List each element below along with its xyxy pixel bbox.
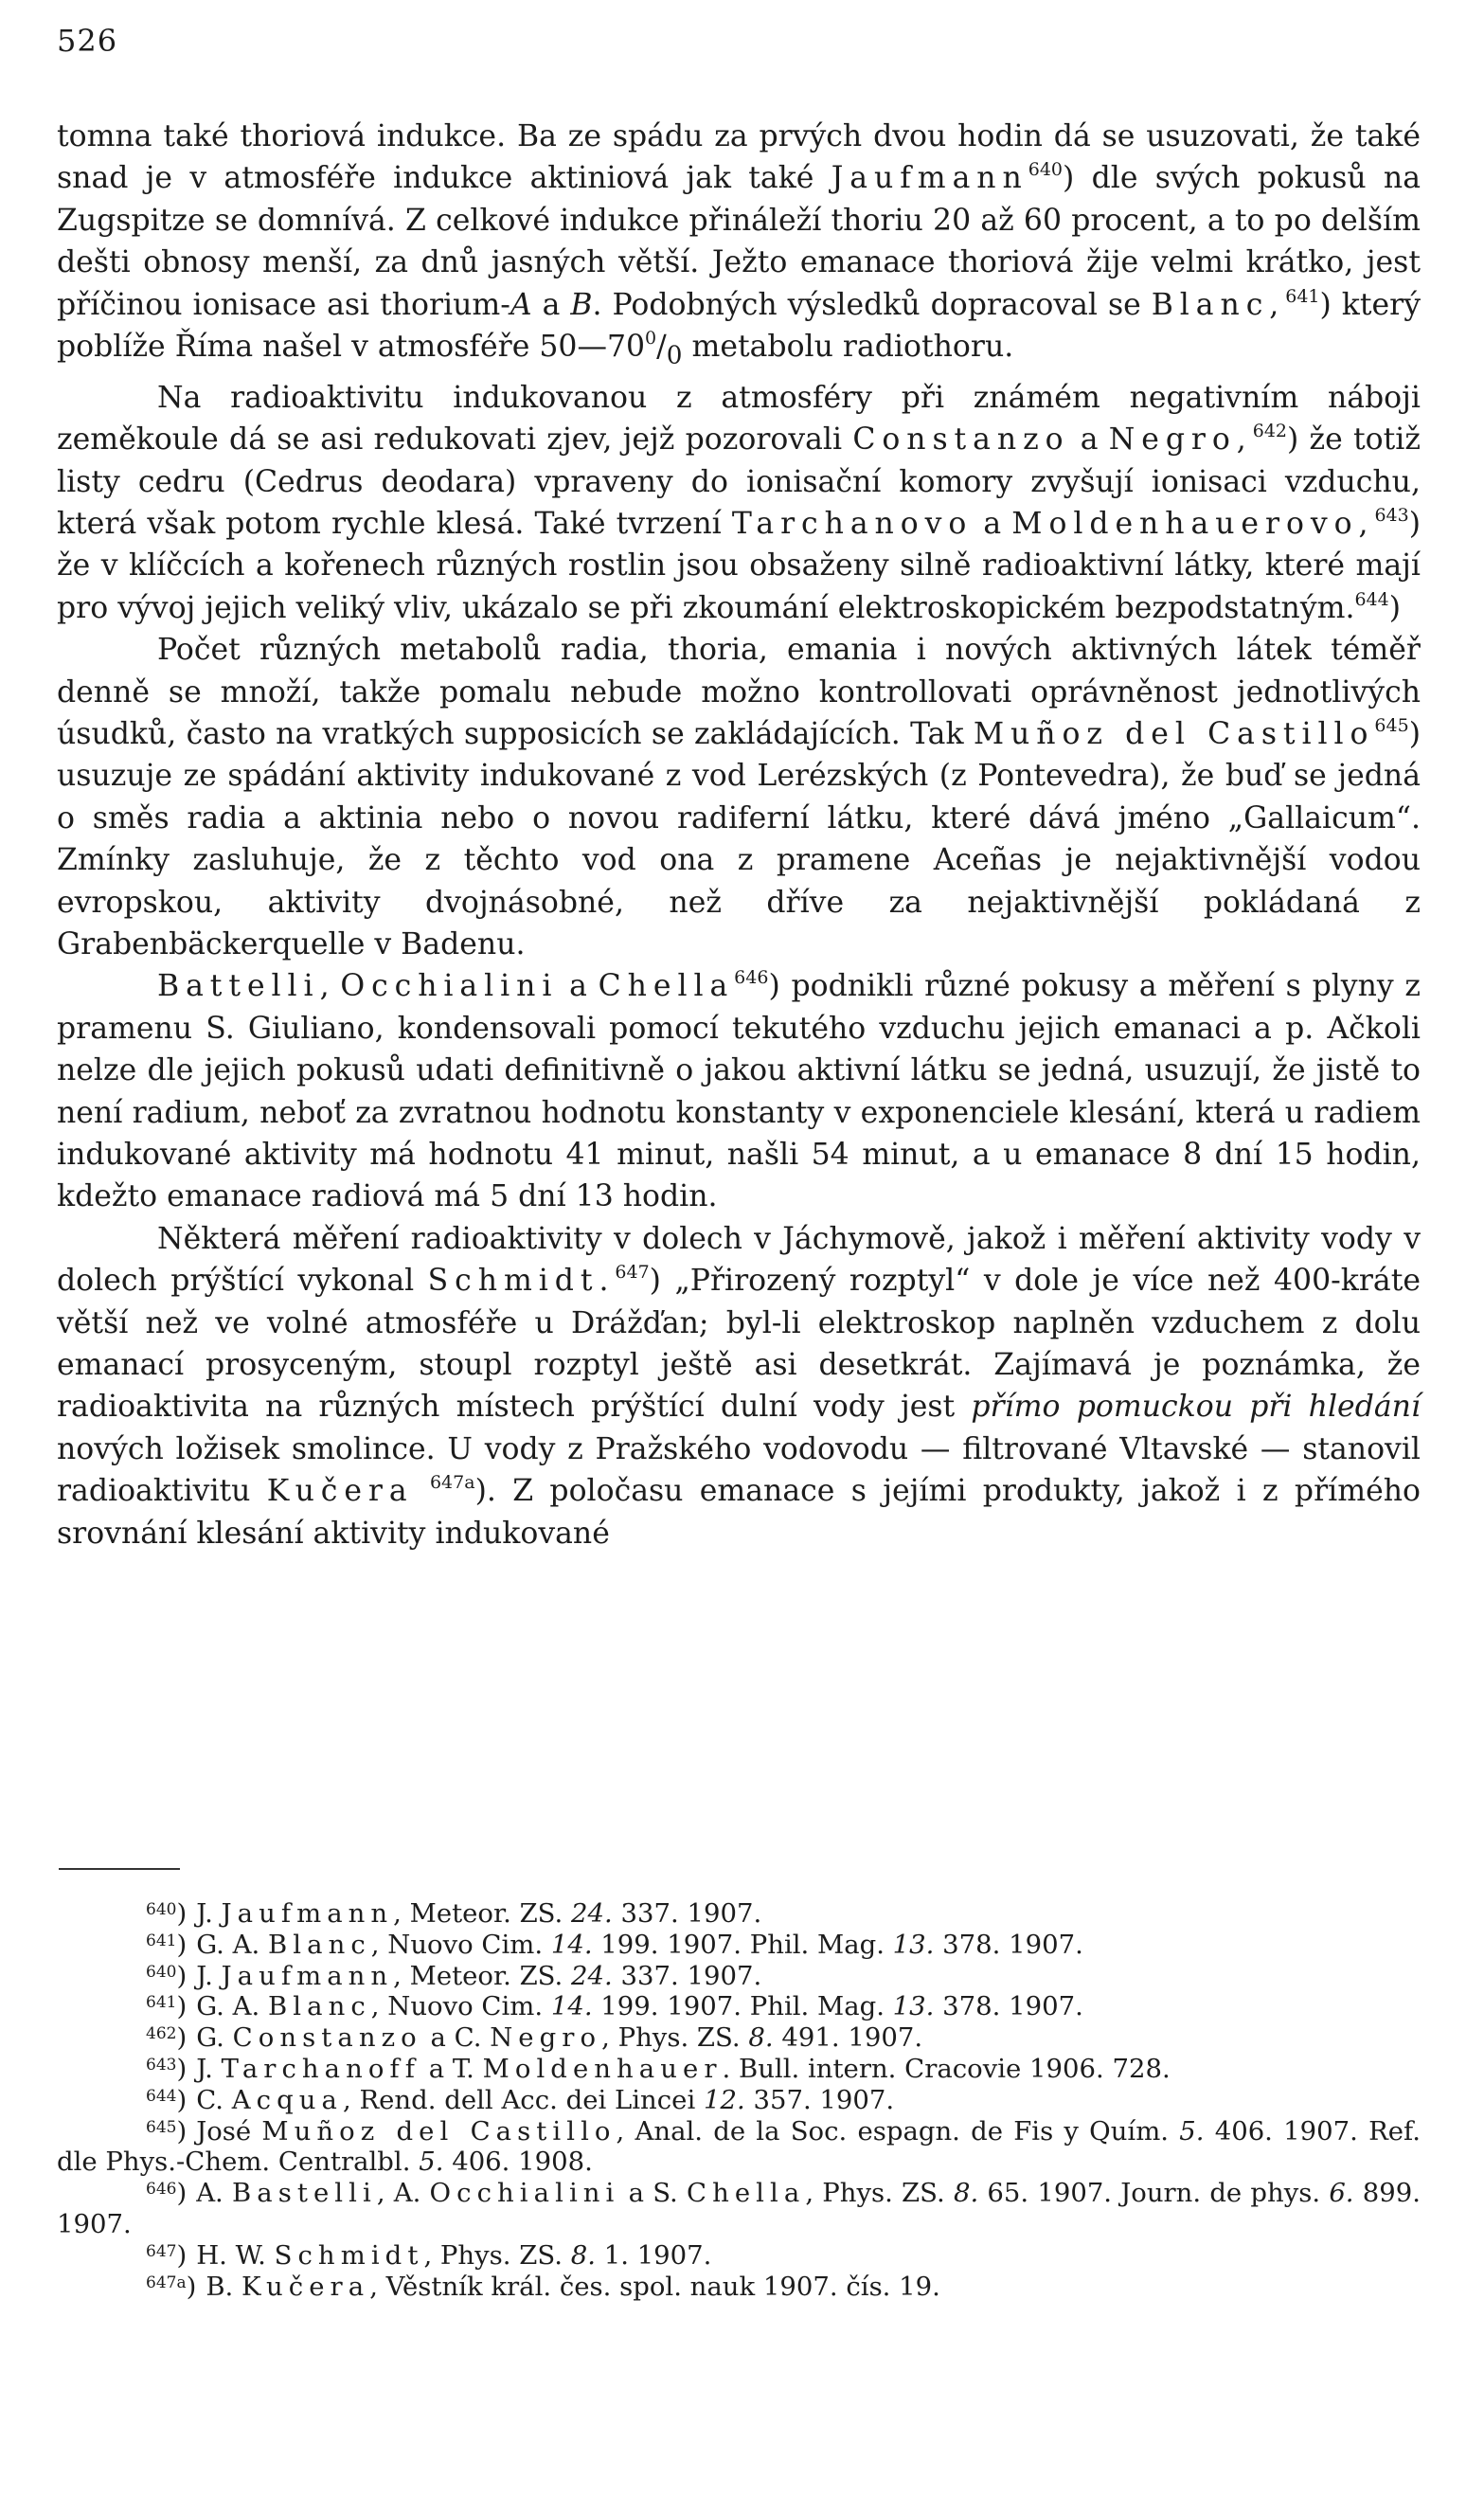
footnote-paren: ): [176, 2053, 188, 2084]
text-run: , Meteor. ZS.: [393, 1960, 572, 1991]
text-run: ). Z poločasu emanace s jejími produkty, jakož i z přímého srovnání klesání aktivity indukované: [57, 1474, 1421, 1551]
footnote: [57, 2085, 1421, 2116]
text-run: a: [973, 506, 1012, 541]
author-name: Kučera: [266, 1474, 414, 1509]
text-run: a: [558, 969, 599, 1004]
author-name: Acqua: [231, 2084, 343, 2115]
text-run: 378. 1907.: [934, 1929, 1083, 1960]
italic-text: 6.: [1329, 2178, 1354, 2209]
text-run: Počet různých metabolů radia, thoria, emania i nových aktivných látek téměř denně se množí, takže pomalu nebude možno kontrollovati oprávněnost jednotlivých úsudků, často na vratkých supposicích se zakládajících. Tak: [57, 633, 1421, 751]
italic-text: 5.: [1179, 2115, 1205, 2147]
footnote: [57, 2240, 1421, 2272]
author-name: Negro: [490, 2022, 602, 2054]
footnote-number: 645: [146, 2117, 177, 2137]
body-paragraph: [57, 965, 1421, 1217]
author-name: Schmidt.: [427, 1264, 616, 1299]
footnote-number: 640: [146, 1962, 177, 1982]
text-run: a T.: [420, 2053, 483, 2084]
footnote-number: 647: [146, 2241, 177, 2261]
footnote-number: 644: [146, 2086, 177, 2106]
author-name: Bastelli: [231, 2178, 377, 2209]
text-run: ) že totiž listy cedru (Cedrus deodara) vpraveny do ionisační komory zvyšují ionisaci vzduchu, která však potom rychle klesá. Také tvrzení: [57, 422, 1421, 541]
footnote-paren: ): [176, 2178, 188, 2209]
text-run: B.: [206, 2271, 242, 2302]
italic-text: 24.: [571, 1960, 613, 1991]
text-run: 199. 1907. Phil. Mag.: [592, 1929, 893, 1960]
text-run: ,: [319, 969, 341, 1004]
footnote-number: 641: [146, 1993, 177, 2013]
text-run: 378. 1907.: [934, 1991, 1083, 2022]
text-run: nových ložisek smolince. U vody z Pražského vodovodu — filtrované Vltavské — stanovil radioaktivitu: [57, 1431, 1421, 1509]
text-run: José: [196, 2115, 262, 2147]
author-name: Jaufmann: [831, 161, 1028, 196]
footnote-separator: [59, 1868, 180, 1870]
footnote-reference: 642: [1252, 421, 1288, 442]
subscript-text: 0: [666, 341, 683, 370]
author-name: Blanc,: [1151, 287, 1286, 322]
text-run: G. A.: [196, 1991, 269, 2022]
text-run: G.: [196, 2022, 233, 2054]
body-paragraph: [57, 116, 1421, 377]
body-text: [57, 116, 1421, 1554]
footnote-number: 641: [146, 1931, 177, 1950]
author-name: Tarchanoff: [221, 2053, 420, 2084]
author-name: Chella: [598, 969, 735, 1004]
footnote-reference: 645: [1374, 714, 1409, 736]
author-name: Chella: [687, 2178, 806, 2209]
italic-text: 8.: [953, 2178, 979, 2209]
text-run: 337. 1907.: [612, 1960, 762, 1991]
text-run: a: [531, 287, 571, 322]
footnote-paren: ): [186, 2271, 197, 2302]
text-run: ) „Přirozený rozptyl“ v dole je více než 400-kráte větší než ve volné atmosféře u Drážďan; byl-li elektroskop naplněn vzduchem z dolu emanací prosyceným, stoupl rozptyl ještě asi desetkrát. Zajímavá je poznámka, že radioaktivita na různých místech prýštící dulní vody jest: [57, 1264, 1421, 1425]
body-paragraph: [57, 629, 1421, 965]
text-run: 65. 1907. Journ. de phys.: [978, 2178, 1330, 2209]
footnotes: [57, 1898, 1421, 2302]
text-run: tomna také thoriová indukce. Ba ze spádu za prvých dvou hodin dá se usuzovati, že také snad je v atmosféře indukce aktiniová jak také: [57, 119, 1421, 196]
footnote: [57, 2178, 1421, 2240]
body-paragraph: [57, 377, 1421, 629]
footnote-paren: ): [176, 1898, 188, 1929]
italic-text: 5.: [419, 2147, 444, 2178]
author-name: Negro,: [1108, 422, 1253, 458]
author-name: Battelli: [157, 969, 320, 1004]
footnote: [57, 2116, 1421, 2179]
footnote-paren: ): [176, 2084, 188, 2115]
text-run: C.: [196, 2084, 232, 2115]
text-run: ) že v klíčcích a kořenech různých rostlin jsou obsaženy silně radioaktivní látky, které mají pro vývoj jejich veliký vliv, ukázalo se při zkoumání elektroskopickém bezpodstatným.: [57, 506, 1421, 625]
author-name: Occhialini: [429, 2178, 620, 2209]
author-name: Constanzo: [852, 422, 1070, 458]
text-run: [414, 1474, 430, 1508]
footnote: [57, 2272, 1421, 2303]
footnote: [57, 1930, 1421, 1961]
text-run: H. W.: [196, 2239, 275, 2271]
body-paragraph: [57, 1218, 1421, 1554]
author-name: Kučera: [241, 2271, 370, 2302]
text-run: . Podobných výsledků dopracoval se: [592, 287, 1152, 322]
text-run: , Phys. ZS.: [805, 2178, 954, 2209]
text-run: 337. 1907.: [612, 1898, 762, 1929]
text-run: G. A.: [196, 1929, 269, 1960]
footnote: [57, 1898, 1421, 1930]
text-run: 199. 1907. Phil. Mag.: [592, 1991, 893, 2022]
author-name: Muñoz del Castillo: [973, 716, 1375, 751]
text-run: , Nuovo Cim.: [370, 1991, 551, 2022]
footnote: [57, 1991, 1421, 2022]
footnote-reference: 647: [615, 1262, 650, 1284]
footnote: [57, 2022, 1421, 2054]
text-run: . Bull. intern. Cracovie 1906. 728.: [722, 2053, 1171, 2084]
text-run: J.: [196, 1960, 222, 1991]
footnote-reference: 647a: [429, 1472, 475, 1494]
text-run: Některá měření radioaktivity v dolech v Jáchymově, jakož i měření aktivity vody v dolech prýštící vykonal: [57, 1221, 1421, 1299]
text-run: ) dle svých pokusů na Zugspitze se domnívá. Z celkové indukce přináleží thoriu 20 až 60 procent, a to po delším dešti obnosy menší, za dnů jasných větší. Ježto emanace thoriová žije velmi krátko, jest příčinou ionisace asi thorium-: [57, 161, 1421, 322]
author-name: Schmidt: [274, 2239, 424, 2271]
author-name: Jaufmann: [221, 1898, 394, 1929]
text-run: 899. 1907.: [57, 2178, 1421, 2239]
text-run: , Phys. ZS.: [601, 2022, 749, 2054]
footnote-reference: 646: [734, 967, 769, 989]
text-run: , Anal. de la Soc. espagn. de Fis y Quím.: [616, 2115, 1180, 2147]
footnote-reference: 644: [1354, 588, 1389, 610]
footnote: [57, 2054, 1421, 2085]
footnote-paren: ): [176, 2239, 188, 2271]
italic-text: 13.: [892, 1929, 935, 1960]
author-name: Moldenhauer: [482, 2053, 723, 2084]
italic-text: 12.: [703, 2084, 745, 2115]
footnote: [57, 1961, 1421, 1992]
footnote-reference: 0: [645, 328, 657, 350]
italic-text: A: [510, 287, 532, 322]
footnote-number: 647a: [146, 2272, 187, 2292]
author-name: Jaufmann: [221, 1960, 394, 1991]
italic-text: 8.: [570, 2239, 596, 2271]
text-run: 406. 1908.: [443, 2147, 593, 2178]
author-name: Blanc: [268, 1991, 371, 2022]
author-name: Blanc: [268, 1929, 371, 1960]
italic-text: 24.: [571, 1898, 613, 1929]
footnote-number: 646: [146, 2180, 177, 2200]
author-name: Occhialini: [340, 969, 559, 1004]
text-run: Na radioaktivitu indukovanou z atmosféry při známém negativním náboji zeměkoule dá se asi redukovati zjev, jejž pozorovali: [57, 380, 1421, 458]
italic-text: 8.: [748, 2022, 774, 2054]
text-run: A.: [196, 2178, 232, 2209]
text-run: J.: [196, 1898, 222, 1929]
italic-text: 14.: [550, 1991, 593, 2022]
author-name: Muñoz del Castillo: [261, 2115, 617, 2147]
italic-text: přímo pomuckou při hledání: [971, 1390, 1421, 1425]
footnote-number: 462: [146, 2024, 177, 2044]
text-run: 406. 1907. Ref. dle Phys.-Chem. Centralbl.: [57, 2115, 1421, 2178]
author-name: Constanzo: [232, 2022, 422, 2054]
footnote-reference: 640: [1028, 159, 1064, 181]
text-run: J.: [196, 2053, 222, 2084]
footnote-paren: ): [176, 1960, 188, 1991]
footnote-number: 643: [146, 2055, 177, 2075]
italic-text: 13.: [892, 1991, 935, 2022]
text-run: , A.: [376, 2178, 430, 2209]
footnote-reference: 643: [1374, 504, 1409, 526]
text-run: , Nuovo Cim.: [370, 1929, 551, 1960]
text-run: 357. 1907.: [744, 2084, 895, 2115]
text-run: , Meteor. ZS.: [393, 1898, 572, 1929]
text-run: 1. 1907.: [595, 2239, 712, 2271]
text-run: , Věstník král. čes. spol. nauk 1907. čís. 19.: [369, 2271, 940, 2302]
page-number: 526: [57, 23, 118, 59]
text-run: a C.: [421, 2022, 491, 2054]
footnote-paren: ): [176, 1991, 188, 2022]
footnote-reference: 641: [1285, 285, 1320, 307]
text-run: ) který poblíže Říma našel v atmosféře 50—70: [57, 287, 1421, 365]
text-run: a: [1069, 422, 1109, 458]
text-run: , Phys. ZS.: [423, 2239, 571, 2271]
footnote-number: 640: [146, 1900, 177, 1919]
text-run: ) usuzuje ze spádání aktivity indukované z vod Lerézských (z Pontevedra), že buď se jedná o směs radia a aktinia nebo o novou radiferní látku, které dává jméno „Gallaicum“. Zmínky zasluhuje, že z těchto vod ona z pramene Aceñas je nejaktivnější vodou evropskou, aktivity dvojnásobné, než dříve za nejaktivnější pokládaná z Grabenbäckerquelle v Badenu.: [57, 716, 1421, 962]
text-run: ): [1388, 590, 1402, 625]
footnote-paren: ): [176, 2022, 188, 2054]
text-run: , Rend. dell Acc. dei Lincei: [342, 2084, 704, 2115]
text-run: a S.: [619, 2178, 687, 2209]
italic-text: 14.: [550, 1929, 593, 1960]
author-name: Moldenhauerovo,: [1011, 506, 1375, 541]
author-name: Tarchanovo: [731, 506, 974, 541]
text-run: metabolu radiothoru.: [682, 330, 1014, 365]
footnote-paren: ): [176, 2115, 188, 2147]
text-run: ) podnikli různé pokusy a měření s plyny z pramenu S. Giuliano, kondensovali pomocí tekutého vzduchu jejich emanaci a p. Ačkoli nelze dle jejich pokusů udati definitivně o jakou aktivní látku se jedná, usuzují, že jistě to není radium, neboť za zvratnou hodnotu konstanty v exponenciele klesání, která u radiem indukované aktivity má hodnotu 41 minut, našli 54 minut, a u emanace 8 dní 15 hodin, kdežto emanace radiová má 5 dní 13 hodin.: [57, 969, 1421, 1214]
text-run: 491. 1907.: [773, 2022, 923, 2054]
footnote-paren: ): [176, 1929, 188, 1960]
text-run: /: [656, 330, 667, 365]
italic-text: B: [570, 287, 593, 322]
